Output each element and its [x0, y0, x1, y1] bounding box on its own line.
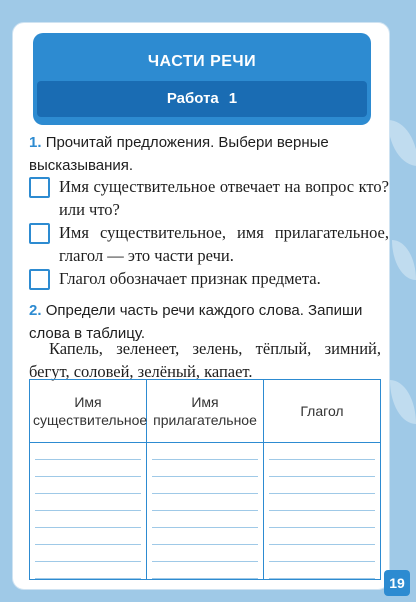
table-row	[30, 494, 381, 511]
answer-cell[interactable]	[30, 562, 147, 580]
table-row	[30, 562, 381, 580]
answer-cell[interactable]	[264, 443, 381, 461]
answer-cell[interactable]	[264, 477, 381, 494]
answer-cell[interactable]	[30, 511, 147, 528]
word-list: Капель, зеленеет, зелень, тёплый, зимний, бегут, соловей, зелёный, капает.	[29, 339, 381, 381]
answer-cell[interactable]	[147, 477, 264, 494]
page-title: ЧАСТИ РЕЧИ	[147, 53, 257, 70]
column-header-noun: Имя существительное	[30, 380, 147, 443]
title-banner	[33, 33, 371, 125]
task-1-text: Прочитай предложения. Выбери верные высказывания.	[29, 134, 329, 174]
work-label-bar	[37, 81, 367, 117]
leaf-decoration	[392, 240, 416, 280]
work-number: 1	[228, 90, 238, 107]
answer-cell[interactable]	[30, 545, 147, 562]
answer-cell[interactable]	[147, 545, 264, 562]
option-3-text: Глагол обозначает признак предмета.	[59, 269, 321, 288]
answer-cell[interactable]	[264, 528, 381, 545]
answer-cell[interactable]	[30, 528, 147, 545]
answer-cell[interactable]	[147, 562, 264, 580]
content-card	[12, 22, 390, 590]
table-row	[30, 443, 381, 461]
answer-cell[interactable]	[147, 494, 264, 511]
answer-cell[interactable]	[264, 545, 381, 562]
option-1-checkbox[interactable]	[29, 177, 50, 198]
answer-cell[interactable]	[30, 477, 147, 494]
table-row	[30, 545, 381, 562]
task-2-text: Определи часть речи каждого слова. Запиши слова в таблицу.	[29, 302, 363, 342]
answer-cell[interactable]	[147, 443, 264, 461]
table-row	[30, 511, 381, 528]
option-3-checkbox[interactable]	[29, 269, 50, 290]
leaf-decoration	[390, 380, 416, 424]
column-header-adjective: Имя прилагательное	[147, 380, 264, 443]
table-row	[30, 477, 381, 494]
page-number: 19	[384, 570, 410, 596]
column-header-verb: Глагол	[264, 380, 381, 443]
answer-cell[interactable]	[264, 494, 381, 511]
answer-table	[29, 379, 381, 580]
task-1-number: 1.	[29, 134, 42, 151]
table-row	[30, 460, 381, 477]
option-2-checkbox[interactable]	[29, 223, 50, 244]
answer-cell[interactable]	[30, 443, 147, 461]
answer-cell[interactable]	[264, 562, 381, 580]
work-label: Работа	[166, 90, 219, 107]
answer-cell[interactable]	[30, 494, 147, 511]
answer-cell[interactable]	[264, 511, 381, 528]
answer-cell[interactable]	[147, 528, 264, 545]
task-2-number: 2.	[29, 302, 42, 319]
answer-cell[interactable]	[147, 460, 264, 477]
answer-cell[interactable]	[147, 511, 264, 528]
table-row	[30, 528, 381, 545]
option-1-text: Имя существительное отвечает на вопрос кто? или что?	[59, 177, 389, 219]
task-1-prompt	[29, 131, 389, 177]
answer-cell[interactable]	[30, 460, 147, 477]
option-2-text: Имя существительное, имя прилагательное, глагол — это части речи.	[59, 223, 389, 265]
leaf-decoration	[388, 120, 416, 166]
answer-cell[interactable]	[264, 460, 381, 477]
